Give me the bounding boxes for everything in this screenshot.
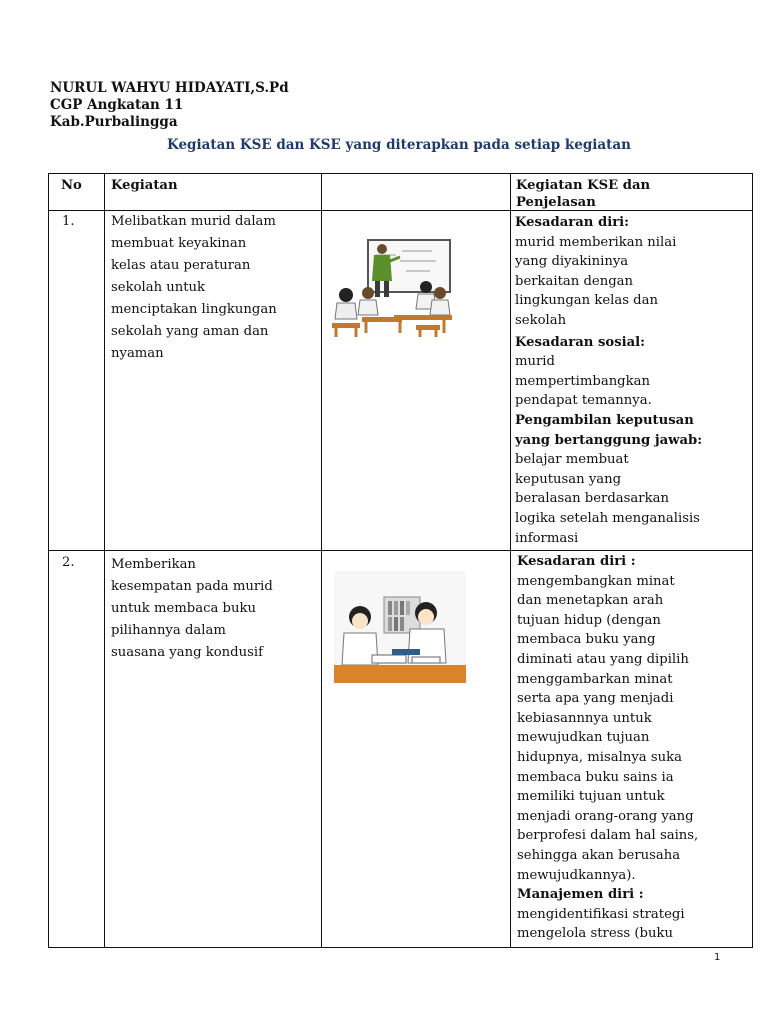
document-header <box>50 80 289 131</box>
kse-heading: Kesadaran diri: <box>515 215 630 230</box>
kse-heading: Manajemen diri : <box>517 887 644 903</box>
kse-heading: Pengambilan keputusan <box>515 412 694 428</box>
cohort-label: CGP Angkatan 11 <box>50 97 184 113</box>
activity-text: Melibatkan murid dalam membuat keyakinan kelas atau peraturan sekolah untuk menciptakan lingkungan sekolah yang aman dan nyaman <box>111 214 277 361</box>
author-name: NURUL WAHYU HIDAYATI,S.Pd <box>50 80 289 96</box>
header-no: No <box>61 178 82 193</box>
page-number: 1 <box>714 952 721 963</box>
header-kse: Kegiatan KSE dan Penjelasan <box>516 178 651 210</box>
classroom-discussion-illustration <box>332 237 462 337</box>
row-divider <box>49 550 752 551</box>
row-number: 2. <box>62 555 75 570</box>
kse-heading: yang bertanggung jawab: <box>515 432 703 448</box>
kse-heading: Kesadaran diri : <box>517 554 636 569</box>
kse-explanation: Kesadaran diri : mengembangkan minat dan menetapkan arah tujuan hidup (dengan membaca buku yang diminati atau yang dipilih menggambarkan minat serta apa yang menjadi kebiasannnya untuk mewujudkan tujuan hidupnya, misalnya suka membaca buku sains ia memiliki tujuan untuk menjadi orang-orang yang berprofesi dalam hal sains, sehingga akan berusaha mewujudkannya). Manajemen diri : mengidentifikasi strategi mengelola stress (buku <box>517 552 753 944</box>
kse-heading: Kesadaran sosial: <box>515 334 646 350</box>
kse-table <box>48 173 753 948</box>
column-divider <box>104 174 105 947</box>
region-label: Kab.Purbalingga <box>50 114 178 130</box>
row-number: 1. <box>62 214 75 229</box>
column-divider <box>510 174 511 947</box>
activity-text: Memberikan kesempatan pada murid untuk membaca buku pilihannya dalam suasana yang kondusif <box>111 557 273 660</box>
column-divider <box>321 174 322 947</box>
document-title: Kegiatan KSE dan KSE yang diterapkan pada setiap kegiatan <box>167 137 631 153</box>
header-activity: Kegiatan <box>111 178 178 193</box>
kse-explanation: Kesadaran diri: murid memberikan nilai yang diyakininya berkaitan dengan lingkungan kelas dan sekolah Kesadaran sosial: murid mempertimbangkan pendapat temannya. Pengambilan keputusan yang bertanggung jawab: belajar membuat keputusan yang beralasan berdasarkan logika setelah menganalisis informasi <box>515 213 751 548</box>
students-reading-illustration <box>332 569 468 689</box>
